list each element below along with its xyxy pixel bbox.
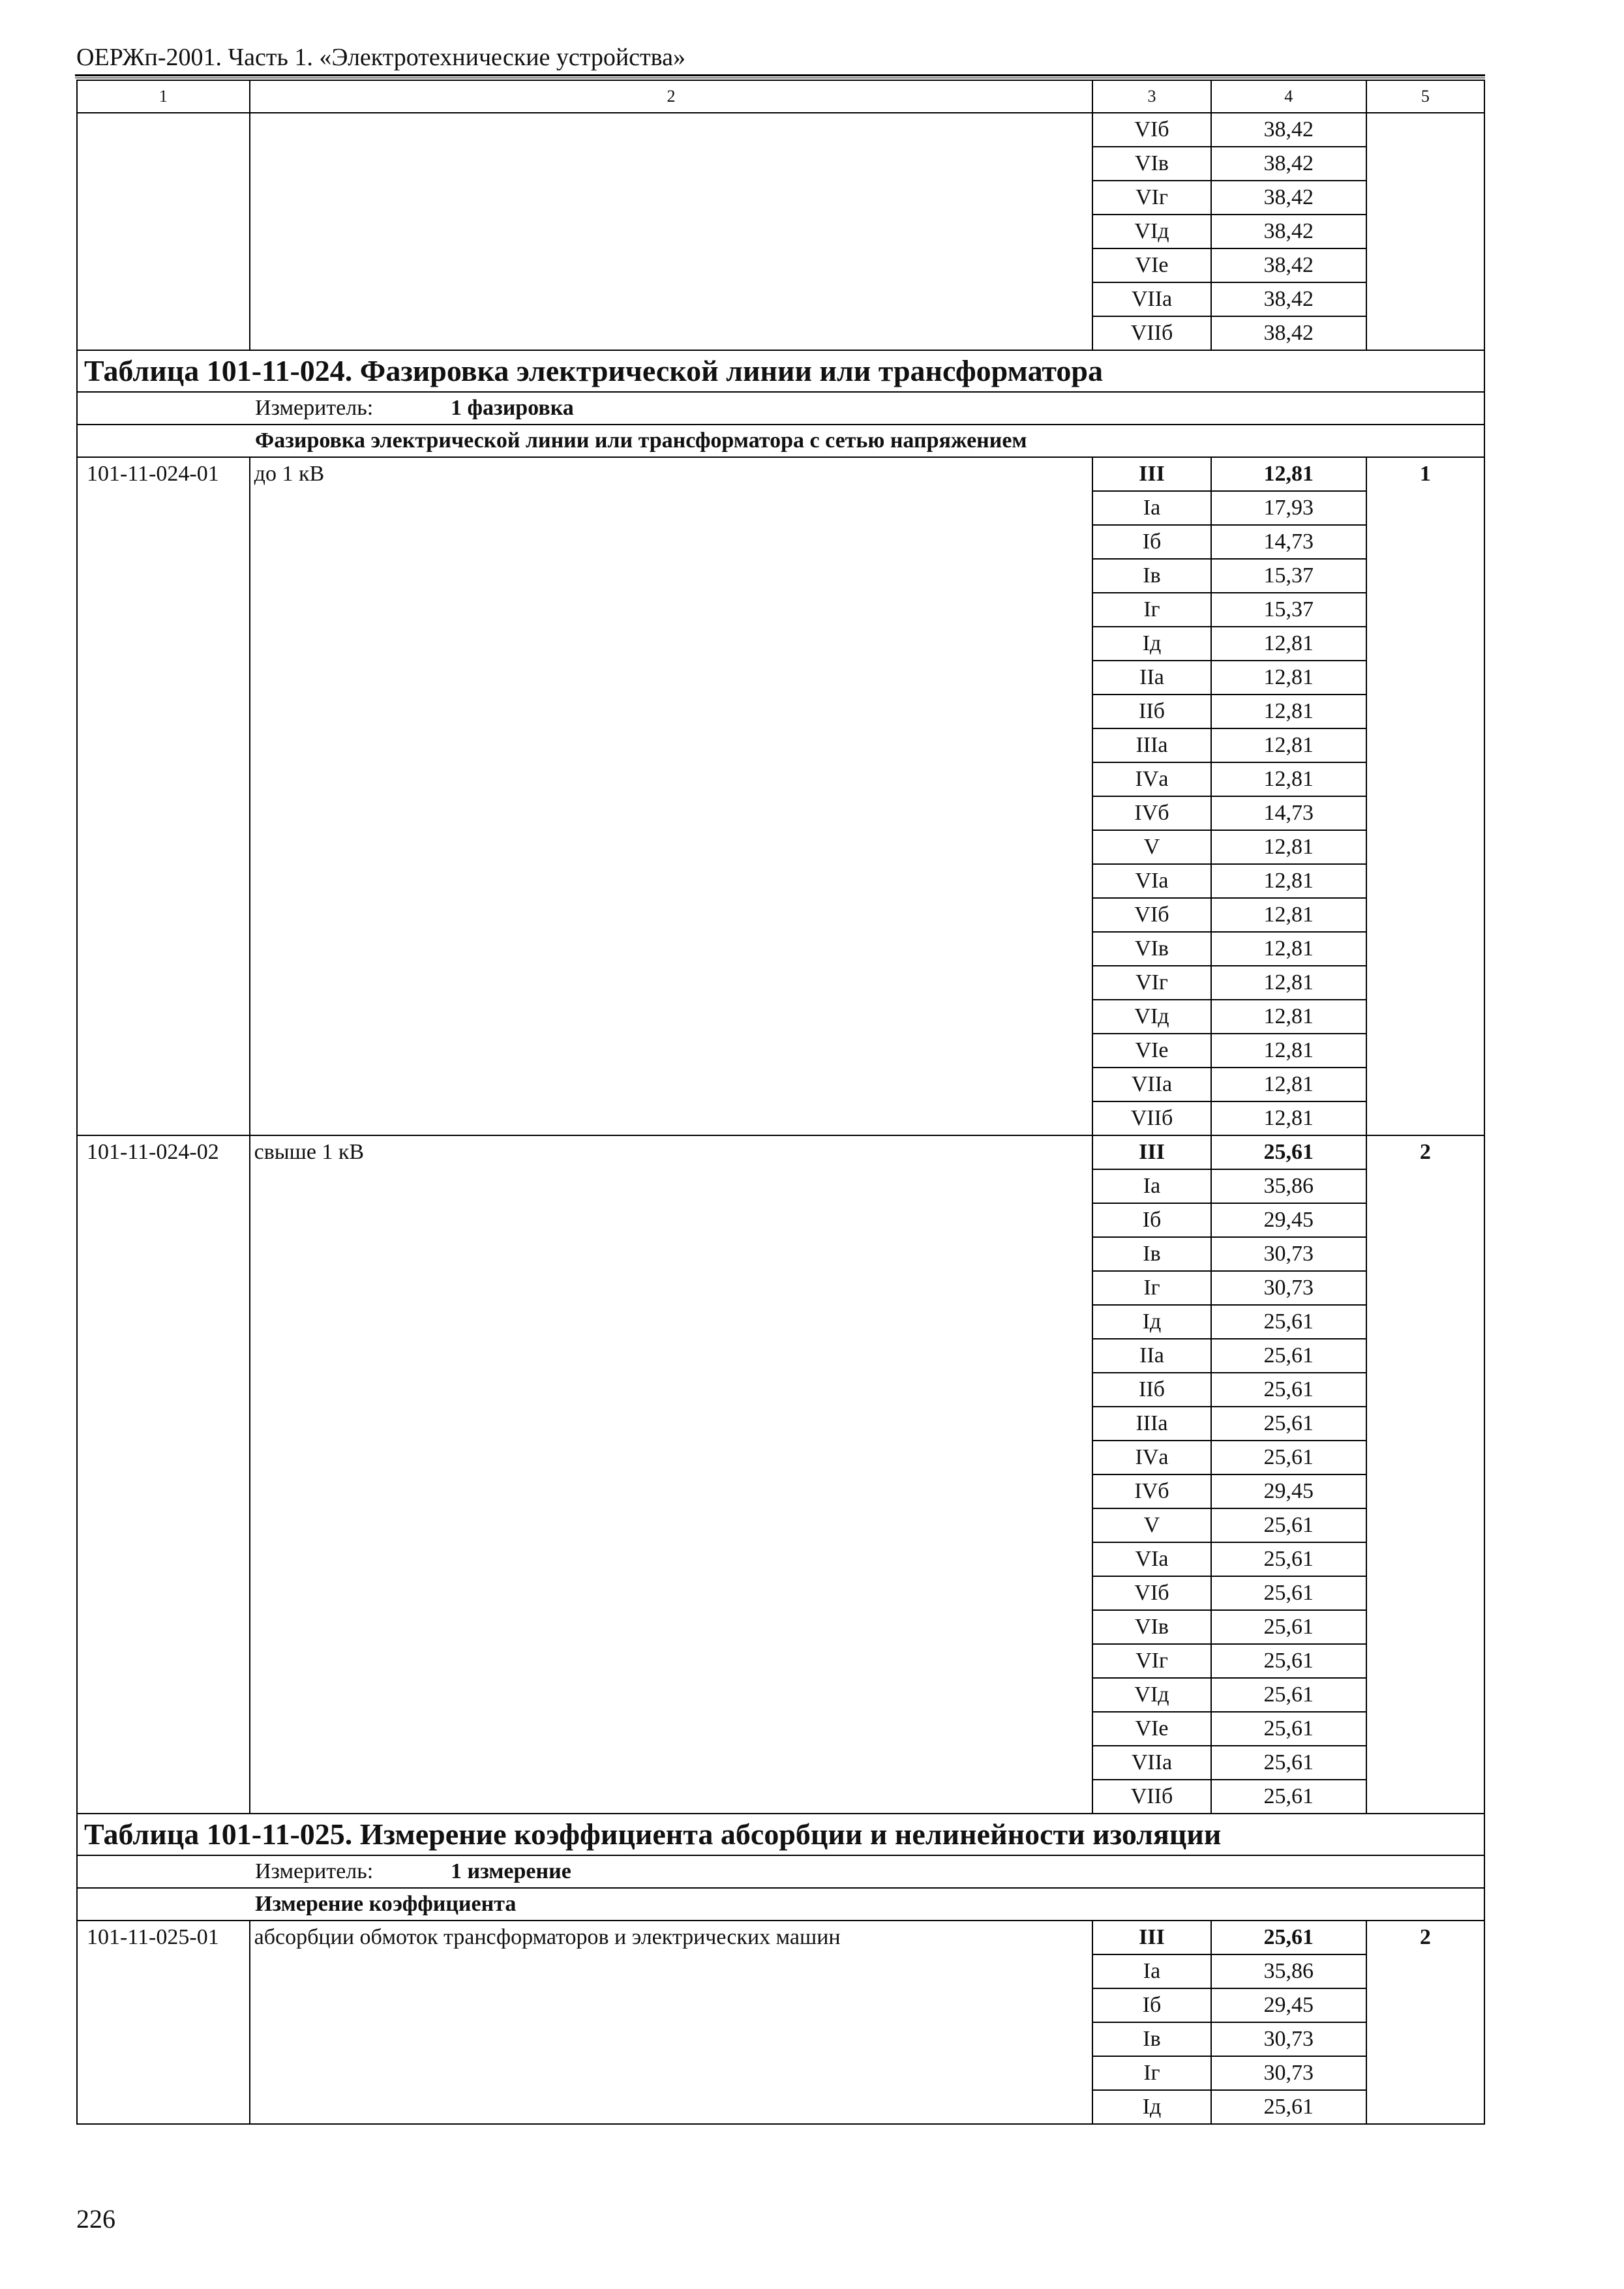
rate-cell: 12,81 [1211,695,1366,728]
item-name: абсорбции обмоток трансформаторов и электрических машин [250,1921,1093,2124]
rate-cell: 12,81 [1211,1000,1366,1034]
rate-cell: 12,81 [1211,830,1366,864]
name-cell-empty [250,113,1093,350]
rate-cell: 12,81 [1211,728,1366,762]
rate-cell: 25,61 [1211,1921,1366,1954]
zone-cell: IIб [1092,695,1210,728]
zone-cell: VIв [1092,1610,1210,1644]
table-row [77,1921,1484,1954]
rate-cell: 25,61 [1211,2090,1366,2124]
table-title: Таблица 101-11-024. Фазировка электрической линии или трансформатора [77,350,1484,392]
rate-cell: 12,81 [1211,661,1366,695]
zone-cell: VIа [1092,1542,1210,1576]
column-number: 1 [77,80,250,113]
rate-cell: 12,81 [1211,627,1366,661]
zone-cell: IVб [1092,1474,1210,1508]
zone-cell: VIб [1092,113,1210,147]
zone-cell: VIе [1092,1034,1210,1068]
item-code: 101-11-024-02 [77,1135,250,1814]
rate-cell: 38,42 [1211,147,1366,181]
rate-cell: 38,42 [1211,316,1366,350]
rate-cell: 38,42 [1211,282,1366,316]
code-cell-empty [77,113,250,350]
rate-cell: 25,61 [1211,1339,1366,1373]
item-code: 101-11-025-01 [77,1921,250,2124]
zone-cell: Iд [1092,627,1210,661]
zone-cell: III [1092,1135,1210,1169]
running-header [75,40,1485,76]
rate-cell: 25,61 [1211,1542,1366,1576]
rates-table-body [77,80,1484,2124]
rate-cell: 17,93 [1211,491,1366,525]
rate-cell: 38,42 [1211,113,1366,147]
zone-cell: Iб [1092,1203,1210,1237]
column-number: 5 [1366,80,1484,113]
zone-cell: IVб [1092,796,1210,830]
zone-cell: Iг [1092,1271,1210,1305]
rate-cell: 30,73 [1211,2022,1366,2056]
zone-cell: VIб [1092,898,1210,932]
rate-cell: 12,81 [1211,864,1366,898]
zone-cell: VIг [1092,1644,1210,1678]
zone-cell: VIд [1092,1000,1210,1034]
rate-cell: 25,61 [1211,1780,1366,1814]
rate-cell: 14,73 [1211,796,1366,830]
meter-value: 1 фазировка [451,396,574,420]
rate-cell: 25,61 [1211,1712,1366,1746]
item-category: 1 [1366,457,1484,1135]
zone-cell: VIв [1092,932,1210,966]
item-category: 2 [1366,1921,1484,2124]
meter-label: Измеритель: [255,1859,374,1883]
meter-cell [77,1855,1484,1888]
header-title: ОЕРЖп-2001. Часть 1. «Электротехнические устройства» [76,44,685,71]
rate-cell: 25,61 [1211,1373,1366,1407]
zone-cell: VIIа [1092,1746,1210,1780]
rate-cell: 29,45 [1211,1203,1366,1237]
rate-cell: 25,61 [1211,1678,1366,1712]
rate-cell: 35,86 [1211,1954,1366,1988]
meter-label: Измеритель: [255,396,374,420]
rate-cell: 25,61 [1211,1407,1366,1441]
rate-cell: 30,73 [1211,2056,1366,2090]
meter-value: 1 измерение [451,1859,571,1883]
zone-cell: VIв [1092,147,1210,181]
zone-cell: VIг [1092,966,1210,1000]
subheading-row [77,425,1484,457]
zone-cell: Iа [1092,1954,1210,1988]
rate-cell: 38,42 [1211,215,1366,248]
page-number: 226 [76,2204,115,2234]
rate-cell: 12,81 [1211,966,1366,1000]
column-number: 2 [250,80,1093,113]
zone-cell: III [1092,457,1210,491]
rate-cell: 25,61 [1211,1305,1366,1339]
meter-cell [77,392,1484,425]
rate-cell: 12,81 [1211,1034,1366,1068]
table-title-row [77,350,1484,392]
zone-cell: Iа [1092,491,1210,525]
zone-cell: VIд [1092,1678,1210,1712]
zone-cell: Iд [1092,2090,1210,2124]
rate-cell: 12,81 [1211,762,1366,796]
zone-cell: IIб [1092,1373,1210,1407]
zone-cell: V [1092,830,1210,864]
rate-cell: 12,81 [1211,898,1366,932]
zone-cell: VIIб [1092,1101,1210,1135]
zone-cell: IIIа [1092,1407,1210,1441]
rate-cell: 38,42 [1211,248,1366,282]
table-title-row [77,1814,1484,1855]
zone-cell: VIб [1092,1576,1210,1610]
zone-cell: Iд [1092,1305,1210,1339]
zone-cell: III [1092,1921,1210,1954]
zone-cell: IIIа [1092,728,1210,762]
rate-cell: 14,73 [1211,525,1366,559]
rate-cell: 12,81 [1211,1068,1366,1101]
column-number-row [77,80,1484,113]
zone-cell: Iв [1092,2022,1210,2056]
item-code: 101-11-024-01 [77,457,250,1135]
zone-cell: Iг [1092,2056,1210,2090]
table-row [77,1135,1484,1169]
subheading-row [77,1888,1484,1921]
table-row [77,113,1484,147]
zone-cell: VIд [1092,215,1210,248]
rate-cell: 25,61 [1211,1508,1366,1542]
rate-cell: 25,61 [1211,1441,1366,1474]
rate-cell: 25,61 [1211,1576,1366,1610]
rate-cell: 25,61 [1211,1644,1366,1678]
column-number: 4 [1211,80,1366,113]
meter-row [77,392,1484,425]
zone-cell: VIIа [1092,1068,1210,1101]
zone-cell: Iв [1092,1237,1210,1271]
rate-cell: 25,61 [1211,1610,1366,1644]
zone-cell: IVа [1092,1441,1210,1474]
table-row [77,457,1484,491]
item-category: 2 [1366,1135,1484,1814]
rate-cell: 30,73 [1211,1237,1366,1271]
rate-cell: 25,61 [1211,1746,1366,1780]
zone-cell: VIе [1092,1712,1210,1746]
table-title: Таблица 101-11-025. Измерение коэффициента абсорбции и нелинейности изоляции [77,1814,1484,1855]
rate-cell: 12,81 [1211,932,1366,966]
rate-cell: 15,37 [1211,593,1366,627]
subheading: Фазировка электрической линии или трансформатора с сетью напряжением [77,425,1484,457]
rate-cell: 29,45 [1211,1474,1366,1508]
zone-cell: IIа [1092,1339,1210,1373]
zone-cell: VIг [1092,181,1210,215]
column-number: 3 [1092,80,1210,113]
zone-cell: IVа [1092,762,1210,796]
item-name: до 1 кВ [250,457,1093,1135]
zone-cell: VIа [1092,864,1210,898]
zone-cell: Iб [1092,525,1210,559]
item-name: свыше 1 кВ [250,1135,1093,1814]
zone-cell: VIе [1092,248,1210,282]
zone-cell: V [1092,1508,1210,1542]
meter-row [77,1855,1484,1888]
zone-cell: IIа [1092,661,1210,695]
zone-cell: VIIа [1092,282,1210,316]
rate-cell: 30,73 [1211,1271,1366,1305]
subheading: Измерение коэффициента [77,1888,1484,1921]
rate-cell: 29,45 [1211,1988,1366,2022]
rate-cell: 25,61 [1211,1135,1366,1169]
rate-cell: 15,37 [1211,559,1366,593]
zone-cell: Iг [1092,593,1210,627]
zone-cell: VIIб [1092,316,1210,350]
rate-cell: 12,81 [1211,1101,1366,1135]
zone-cell: VIIб [1092,1780,1210,1814]
rate-cell: 35,86 [1211,1169,1366,1203]
zone-cell: Iв [1092,559,1210,593]
category-cell-empty [1366,113,1484,350]
rate-cell: 38,42 [1211,181,1366,215]
rate-cell: 12,81 [1211,457,1366,491]
rates-table [76,80,1485,2125]
zone-cell: Iа [1092,1169,1210,1203]
zone-cell: Iб [1092,1988,1210,2022]
